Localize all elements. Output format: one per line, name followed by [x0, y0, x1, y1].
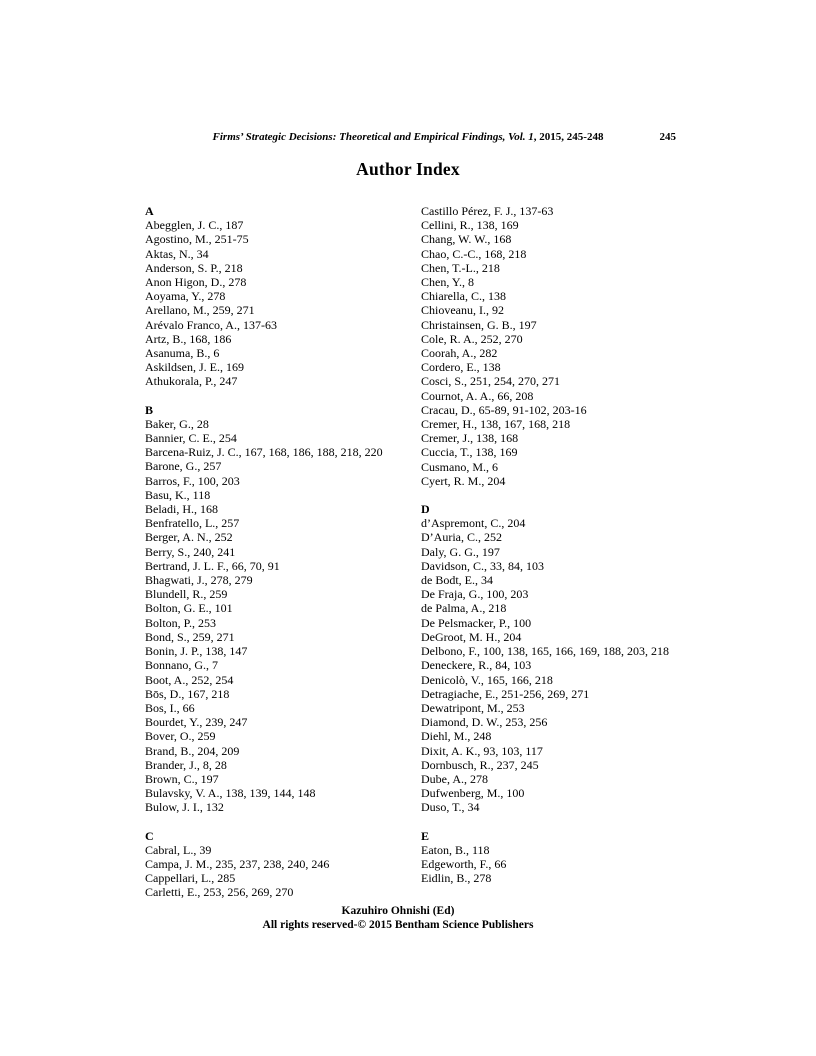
index-entry: Delbono, F., 100, 138, 165, 166, 169, 188, 203, 218 [421, 644, 670, 659]
index-entry: Cordero, E., 138 [421, 360, 501, 375]
index-entry: Diamond, D. W., 253, 256 [421, 715, 548, 730]
index-entry: De Fraja, G., 100, 203 [421, 587, 529, 602]
index-entry: Agostino, M., 251-75 [145, 232, 249, 247]
index-entry: Chen, T.-L., 218 [421, 260, 500, 275]
index-entry: Chiarella, C., 138 [421, 289, 506, 304]
index-entry: D’Auria, C., 252 [421, 530, 502, 545]
index-entry: Cole, R. A., 252, 270 [421, 331, 523, 346]
page-title: Author Index [356, 159, 460, 179]
section-letter-c: C [145, 828, 154, 843]
section-letter-e: E [421, 828, 430, 843]
index-entry: Barcena-Ruiz, J. C., 167, 168, 186, 188, 218, 220 [145, 445, 383, 460]
running-head-volume-pages: , 2015, 245-248 [533, 131, 604, 143]
index-entry: Barros, F., 100, 203 [145, 473, 240, 488]
index-entry: Cremer, H., 138, 167, 168, 218 [421, 417, 571, 432]
index-entry: Detragiache, E., 251-256, 269, 271 [421, 686, 590, 701]
index-entry: Bulavsky, V. A., 138, 139, 144, 148 [145, 786, 316, 801]
index-entry: Cusmano, M., 6 [421, 459, 499, 474]
index-entry: de Palma, A., 218 [421, 601, 507, 616]
index-entry: Bolton, P., 253 [145, 615, 217, 630]
index-entry: Aoyama, Y., 278 [145, 289, 226, 304]
index-entry: Diehl, M., 248 [421, 729, 492, 744]
index-entry: Arévalo Franco, A., 137-63 [145, 317, 277, 332]
index-entry: Askildsen, J. E., 169 [145, 360, 244, 375]
index-entry: Cosci, S., 251, 254, 270, 271 [421, 374, 561, 389]
index-entry: Bulow, J. I., 132 [145, 800, 224, 815]
index-entry: Benfratello, L., 257 [145, 516, 240, 531]
index-entry: Carletti, E., 253, 256, 269, 270 [145, 885, 294, 900]
index-entry: Aktas, N., 34 [145, 246, 209, 261]
index-entry: Edgeworth, F., 66 [421, 856, 507, 871]
index-entry: Chen, Y., 8 [421, 275, 475, 290]
footer-editor: Kazuhiro Ohnishi (Ed) [341, 905, 455, 917]
index-entry: Brand, B., 204, 209 [145, 743, 240, 758]
index-entry: Cappellari, L., 285 [145, 871, 236, 886]
index-entry: Baker, G., 28 [145, 416, 209, 431]
index-entry: Athukorala, P., 247 [145, 374, 238, 389]
index-entry: Chang, W. W., 168 [421, 232, 512, 247]
index-entry: Cremer, J., 138, 168 [421, 431, 519, 446]
index-entry: Bhagwati, J., 278, 279 [145, 573, 253, 588]
index-entry: Arellano, M., 259, 271 [145, 303, 255, 318]
index-entry: d’Aspremont, C., 204 [421, 516, 526, 531]
index-entry: de Bodt, E., 34 [421, 573, 493, 588]
index-entry: Dornbusch, R., 237, 245 [421, 757, 539, 772]
index-entry: Bolton, G. E., 101 [145, 601, 233, 616]
index-entry: De Pelsmacker, P., 100 [421, 615, 532, 630]
index-entry: Eidlin, B., 278 [421, 871, 492, 886]
index-entry: Dixit, A. K., 93, 103, 117 [421, 743, 543, 758]
index-entry: Dufwenberg, M., 100 [421, 786, 525, 801]
index-entry: Anderson, S. P., 218 [145, 260, 243, 275]
index-entry: Cellini, R., 138, 169 [421, 218, 519, 233]
index-entry: Deneckere, R., 84, 103 [421, 658, 532, 673]
index-entry: Bonin, J. P., 138, 147 [145, 644, 248, 659]
index-entry: Blundell, R., 259 [145, 587, 228, 602]
index-entry: Bourdet, Y., 239, 247 [145, 715, 248, 730]
index-entry: Barone, G., 257 [145, 459, 222, 474]
index-entry: Berger, A. N., 252 [145, 530, 233, 545]
index-entry: DeGroot, M. H., 204 [421, 629, 522, 644]
index-entry: Brown, C., 197 [145, 771, 219, 786]
footer [110, 904, 686, 932]
author-index-column-left [145, 204, 421, 900]
section-letter-d: D [421, 502, 430, 517]
index-entry: Dube, A., 278 [421, 771, 488, 786]
index-entry: Cournot, A. A., 66, 208 [421, 388, 534, 403]
index-entry: Duso, T., 34 [421, 800, 480, 815]
index-entry: Davidson, C., 33, 84, 103 [421, 558, 544, 573]
index-entry: Dewatripont, M., 253 [421, 700, 525, 715]
index-entry: Anon Higon, D., 278 [145, 275, 247, 290]
index-entry: Berry, S., 240, 241 [145, 544, 236, 559]
index-entry: Chioveanu, I., 92 [421, 303, 504, 318]
section-letter-b: B [145, 402, 154, 417]
index-entry: Artz, B., 168, 186 [145, 331, 232, 346]
section-letter-a: A [145, 204, 154, 218]
index-entry: Cracau, D., 65-89, 91-102, 203-16 [421, 402, 587, 417]
index-entry: Bond, S., 259, 271 [145, 629, 235, 644]
index-entry: Coorah, A., 282 [421, 346, 498, 361]
index-entry: Cuccia, T., 138, 169 [421, 445, 518, 460]
index-entry: Campa, J. M., 235, 237, 238, 240, 246 [145, 856, 330, 871]
index-entry: Bos, I., 66 [145, 700, 195, 715]
index-entry: Bōs, D., 167, 218 [145, 686, 230, 701]
index-entry: Beladi, H., 168 [145, 502, 218, 517]
index-entry: Chao, C.-C., 168, 218 [421, 246, 527, 261]
page-number: 245 [659, 131, 676, 143]
index-entry: Bonnano, G., 7 [145, 658, 218, 673]
running-head [140, 131, 676, 143]
running-head-book-title: Firms’ Strategic Decisions: Theoretical and Empirical Findings, Vol. 1 [212, 131, 534, 143]
index-entry: Basu, K., 118 [145, 487, 211, 502]
index-entry: Denicolò, V., 165, 166, 218 [421, 672, 553, 687]
index-entry: Cyert, R. M., 204 [421, 473, 506, 488]
index-entry: Daly, G. G., 197 [421, 544, 500, 559]
author-index-column-right [421, 204, 697, 885]
index-entry: Christainsen, G. B., 197 [421, 317, 537, 332]
index-entry: Brander, J., 8, 28 [145, 757, 227, 772]
index-entry: Bover, O., 259 [145, 729, 216, 744]
footer-copyright: All rights reserved-© 2015 Bentham Science Publishers [262, 919, 534, 931]
index-entry: Bannier, C. E., 254 [145, 431, 237, 446]
index-entry: Asanuma, B., 6 [145, 346, 220, 361]
index-entry: Cabral, L., 39 [145, 842, 212, 857]
index-entry: Boot, A., 252, 254 [145, 672, 234, 687]
index-entry: Eaton, B., 118 [421, 842, 490, 857]
index-entry: Castillo Pérez, F. J., 137-63 [421, 204, 554, 218]
index-entry: Bertrand, J. L. F., 66, 70, 91 [145, 558, 280, 573]
index-entry: Abegglen, J. C., 187 [145, 218, 244, 233]
